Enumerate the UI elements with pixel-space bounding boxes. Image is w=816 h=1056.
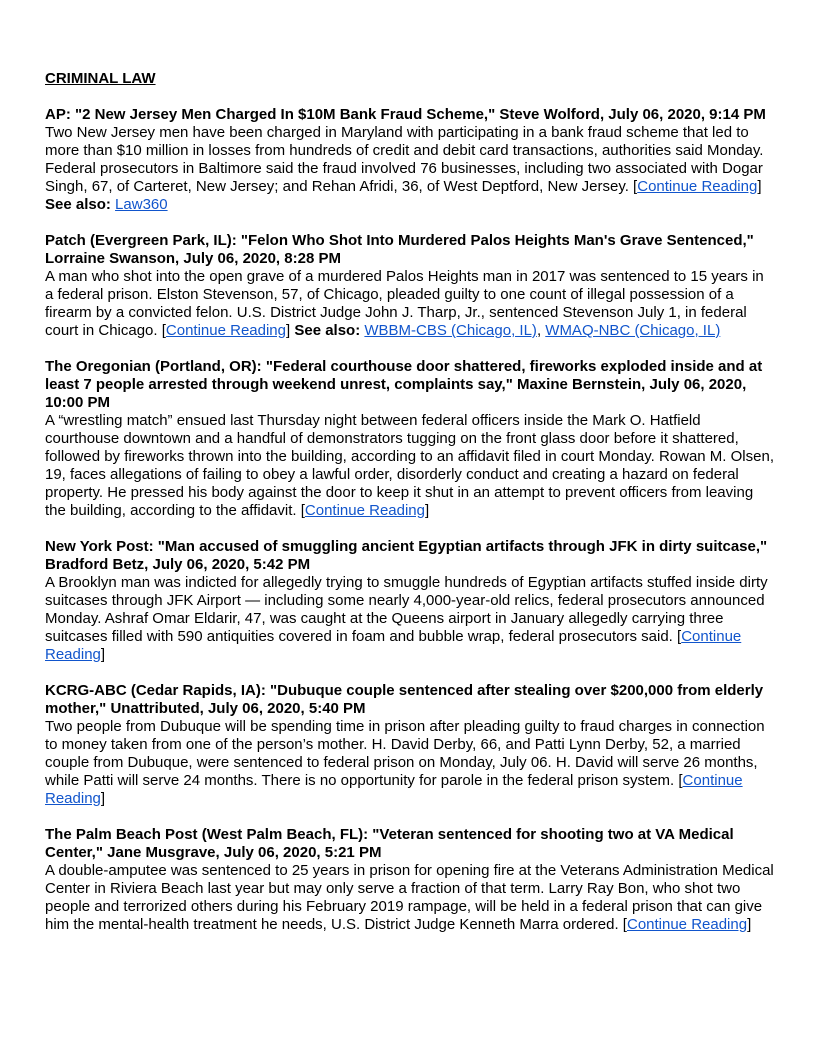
article-headline: The Palm Beach Post (West Palm Beach, FL): "Veteran sentenced for shooting two at VA Medical Center," Jane Musgrave, July 06, 2020, 5:21 PM — [45, 826, 734, 861]
article — [45, 106, 775, 214]
see-also-link[interactable]: Law360 — [115, 196, 168, 213]
document-page — [45, 70, 775, 952]
see-also-link[interactable]: WMAQ-NBC (Chicago, IL) — [545, 322, 721, 339]
article-headline: New York Post: "Man accused of smuggling ancient Egyptian artifacts through JFK in dirty suitcase," Bradford Betz, July 06, 2020, 5:42 PM — [45, 538, 768, 573]
article — [45, 682, 775, 808]
article-headline: Patch (Evergreen Park, IL): "Felon Who Shot Into Murdered Palos Heights Man's Grave Sentenced," Lorraine Swanson, July 06, 2020, 8:28 PM — [45, 232, 754, 267]
article — [45, 826, 775, 934]
article-body: Two New Jersey men have been charged in Maryland with participating in a bank fraud scheme that led to more than $10 million in losses from hundreds of credit and debit card transactions, authorities said Monday. Federal prosecutors in Baltimore said the fraud involved 76 businesses, including two associated with Dogar Singh, 67, of Carteret, New Jersey; and Rehan Afridi, 36, of West Deptford, New Jersey. [Continue Reading] See also: Law360 — [45, 124, 764, 213]
continue-reading-link[interactable]: Continue Reading — [304, 502, 425, 519]
article-text: A Brooklyn man was indicted for allegedly trying to smuggle hundreds of Egyptian artifacts stuffed inside dirty suitcases through JFK Airport — including some nearly 4,000-year-old relics, federal prosecutors announced Monday. Ashraf Omar Eldarir, 47, was caught at the Queens airport in January allegedly carrying three suitcases filled with 590 antiquities covered in foam and bubble wrap, federal prosecutors said. — [45, 574, 768, 645]
article-text: A double-amputee was sentenced to 25 years in prison for opening fire at the Veterans Administration Medical Center in Riviera Beach last year but may only serve a fraction of that term. Larry Ray Bon, who shot two people and terrorized others during his February 2019 rampage, will be held in a federal prison that can give him the mental-health treatment he needs, U.S. District Judge Kenneth Marra ordered. — [45, 862, 774, 933]
article — [45, 232, 775, 340]
see-also-label: See also: — [294, 322, 361, 339]
article-text: Two people from Dubuque will be spending time in prison after pleading guilty to fraud charges in connection to money taken from one of the person’s mother. H. David Derby, 66, and Patti Lynn Derby, 52, a married couple from Dubuque, were sentenced to federal prison on Monday, July 06. H. David will serve 26 months, while Patti will serve 24 months. There is no opportunity for parole in the federal prison system. — [45, 718, 765, 789]
article-body: A Brooklyn man was indicted for allegedly trying to smuggle hundreds of Egyptian artifacts stuffed inside dirty suitcases through JFK Airport — including some nearly 4,000-year-old relics, federal prosecutors announced Monday. Ashraf Omar Eldarir, 47, was caught at the Queens airport in January allegedly carrying three suitcases filled with 590 antiquities covered in foam and bubble wrap, federal prosecutors said. [Continue Reading] — [45, 574, 768, 663]
article-body: A man who shot into the open grave of a murdered Palos Heights man in 2017 was sentenced to 15 years in a federal prison. Elston Stevenson, 57, of Chicago, pleaded guilty to one count of illegal possession of a firearm by a convicted felon. U.S. District Judge John J. Tharp, Jr., sentenced Stevenson July 1, in federal court in Chicago. [Continue Reading] See also: WBBM-CBS (Chicago, IL), WMAQ-NBC (Chicago, IL) — [45, 268, 764, 339]
section-title: CRIMINAL LAW — [45, 70, 156, 87]
see-also-label: See also: — [45, 196, 111, 213]
article — [45, 538, 775, 664]
see-also-link[interactable]: WBBM-CBS (Chicago, IL) — [364, 322, 537, 339]
continue-reading-link[interactable]: Continue Reading — [637, 178, 758, 195]
article-text: A “wrestling match” ensued last Thursday night between federal officers inside the Mark O. Hatfield courthouse downtown and a handful of demonstrators tugging on the front glass door before it shattered, followed by fireworks thrown into the building, according to an affidavit filed in court Monday. Rowan M. Olsen, 19, faces allegations of failing to obey a lawful order, disorderly conduct and creating a hazard on federal property. He pressed his body against the door to keep it shut in an attempt to prevent officers from leaving the building, according to the affidavit. — [45, 412, 774, 519]
article-body: A “wrestling match” ensued last Thursday night between federal officers inside the Mark O. Hatfield courthouse downtown and a handful of demonstrators tugging on the front glass door before it shattered, followed by fireworks thrown into the building, according to an affidavit filed in court Monday. Rowan M. Olsen, 19, faces allegations of failing to obey a lawful order, disorderly conduct and creating a hazard on federal property. He pressed his body against the door to keep it shut in an attempt to prevent officers from leaving the building, according to the affidavit. [Continue Reading] — [45, 412, 774, 519]
continue-reading-link[interactable]: Continue Reading — [626, 916, 748, 933]
article-headline: AP: "2 New Jersey Men Charged In $10M Bank Fraud Scheme," Steve Wolford, July 06, 2020, 9:14 PM — [45, 106, 766, 123]
article-text: Two New Jersey men have been charged in Maryland with participating in a bank fraud scheme that led to more than $10 million in losses from hundreds of credit and debit card transactions, authorities said Monday. Federal prosecutors in Baltimore said the fraud involved 76 businesses, including two associated with Dogar Singh, 67, of Carteret, New Jersey; and Rehan Afridi, 36, of West Deptford, New Jersey. — [45, 124, 764, 195]
continue-reading-link[interactable]: Continue Reading — [45, 772, 743, 807]
article-text: A man who shot into the open grave of a murdered Palos Heights man in 2017 was sentenced to 15 years in a federal prison. Elston Stevenson, 57, of Chicago, pleaded guilty to one count of illegal possession of a firearm by a convicted felon. U.S. District Judge John J. Tharp, Jr., sentenced Stevenson July 1, in federal court in Chicago. — [45, 268, 764, 339]
article — [45, 358, 775, 520]
article-body: Two people from Dubuque will be spending time in prison after pleading guilty to fraud charges in connection to money taken from one of the person’s mother. H. David Derby, 66, and Patti Lynn Derby, 52, a married couple from Dubuque, were sentenced to federal prison on Monday, July 06. H. David will serve 26 months, while Patti will serve 24 months. There is no opportunity for parole in the federal prison system. [Continue Reading] — [45, 718, 765, 807]
article-headline: The Oregonian (Portland, OR): "Federal courthouse door shattered, fireworks exploded inside and at least 7 people arrested through weekend unrest, complaints say," Maxine Bernstein, July 06, 2020, 10:00 PM — [45, 358, 763, 411]
article-body: A double-amputee was sentenced to 25 years in prison for opening fire at the Veterans Administration Medical Center in Riviera Beach last year but may only serve a fraction of that term. Larry Ray Bon, who shot two people and terrorized others during his February 2019 rampage, will be held in a federal prison that can give him the mental-health treatment he needs, U.S. District Judge Kenneth Marra ordered. [Continue Reading] — [45, 862, 774, 933]
continue-reading-link[interactable]: Continue Reading — [165, 322, 286, 339]
continue-reading-link[interactable]: Continue Reading — [45, 628, 742, 663]
article-headline: KCRG-ABC (Cedar Rapids, IA): "Dubuque couple sentenced after stealing over $200,000 from elderly mother," Unattributed, July 06, 2020, 5:40 PM — [45, 682, 764, 717]
